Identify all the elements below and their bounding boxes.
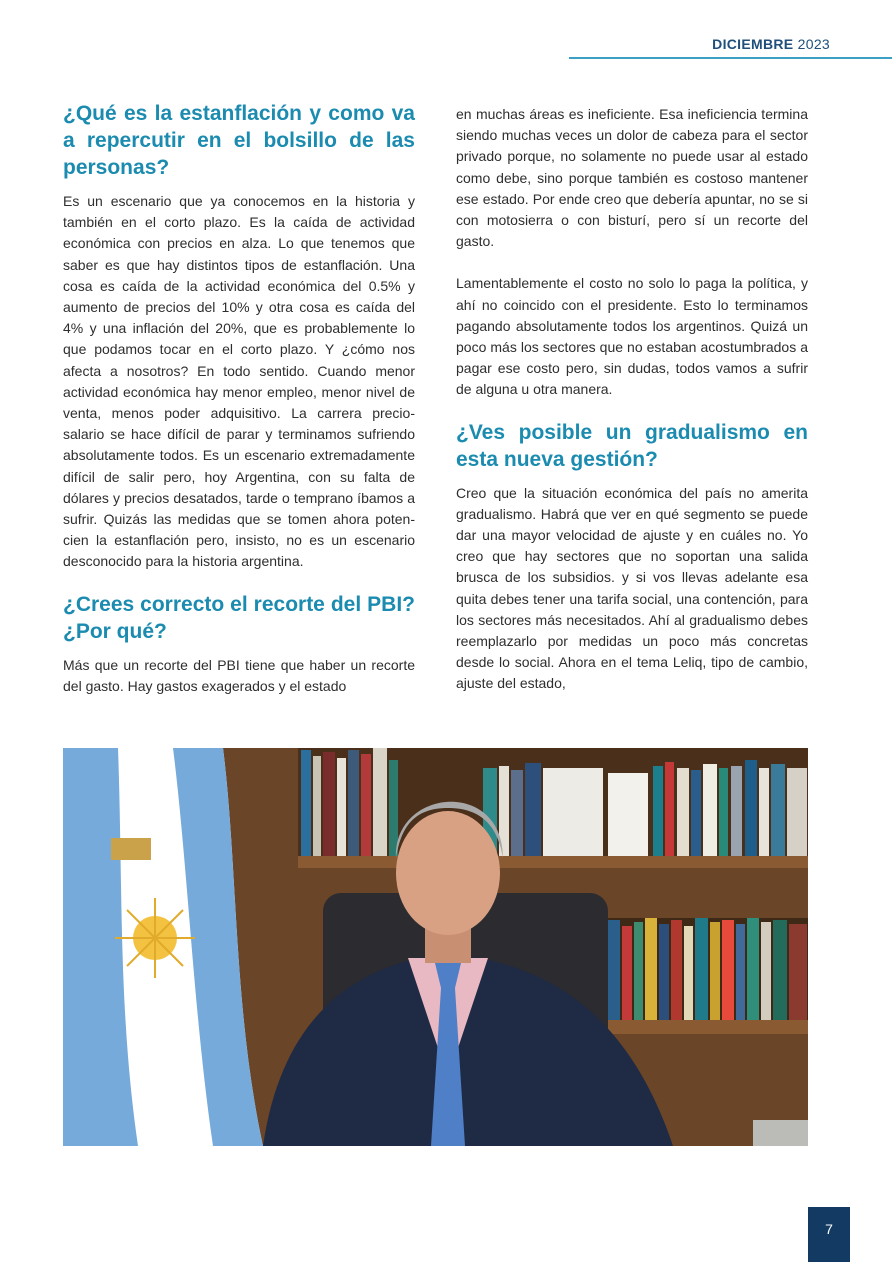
page-number: 7: [825, 1221, 833, 1237]
header-divider: [569, 57, 892, 59]
question-1-heading: ¿Qué es la estanflación y como va a repercutir en el bolsillo de las personas?: [63, 102, 415, 179]
right-column: [456, 104, 808, 695]
question-2-answer-continued: en muchas áreas es ineficiente. Esa ineficiencia termina siendo muchas veces un dolor de cabeza para el sector privado porque, no solamente no puede usar al estado como debe, sino porque también es costoso mantener ese estado. Por ende creo que debería apuntar, no se si con motosierra o con bisturí, pero sí un recorte del gasto.: [456, 106, 808, 250]
photo-illustration: [63, 748, 808, 1146]
left-column: [63, 100, 415, 697]
question-2-heading: ¿Crees correcto el recorte del PBI? ¿Por qué?: [63, 592, 415, 643]
issue-date: [712, 36, 830, 52]
interview-photo: [63, 748, 808, 1146]
issue-year: 2023: [797, 36, 830, 52]
question-2-answer-paragraph-2: Lamentablemente el costo no solo lo paga la política, y ahí no coincido con el presidente. Esto lo terminamos pagando absolutamente todos los argentinos. Quizá un poco más los sectores que no estaban acostumbrados a pagar ese costo pero, sin dudas, todos vamos a sufrir de alguna u otra manera.: [456, 275, 808, 398]
question-1-answer: Es un escenario que ya conocemos en la historia y también en el corto plazo. Es la caída de actividad económica con precios en alza. Lo que tenemos que saber es que hay distintos tipos de estanflación. Una cosa es caída de la actividad económica del 0.5% y aumento de precios del 10% y otra cosa es caída del 4% y una inflación del 20%, que es probablemente lo que podamos tocar en el corto plazo. Y ¿cómo nos afecta a nosotros? En todo sentido. Cuando menor actividad económica hay menor empleo, menor nivel de venta, menos poder adquisitivo. La carrera precio-salario se hace difícil de parar y terminamos sufriendo absolutamente todos. Es un escenario extremadamente difícil de salir pero, hoy Argentina, con su falta de dólares y precios desatados, tarde o temprano íbamos a sufrir. Quizás las medidas que se tomen ahora potencien la estanflación pero, insisto, no es un escenario desconocido para la historia argentina.: [63, 193, 415, 570]
question-3-heading: ¿Ves posible un gradualismo en esta nueva gestión?: [456, 420, 808, 471]
question-2-answer-start: Más que un recorte del PBI tiene que haber un recorte del gasto. Hay gastos exagerados y el estado: [63, 656, 415, 694]
issue-month: DICIEMBRE: [712, 36, 794, 52]
question-3-answer: Creo que la situación económica del país no amerita gradualismo. Habrá que ver en qué segmento se puede dar una mayor velocidad de ajuste y en cuáles no. Yo creo que hay sectores que no soportan una salida brusca de los subsidios. y si vos llevas adelante esa quita debes tener una tarifa social, una contención, para los sectores más necesitados. Ahí al gradualismo debes reemplazarlo por medidas un poco más concretas desde lo social. Ahora en el tema Leliq, tipo de cambio, ajuste del estado,: [456, 484, 808, 692]
page-number-box: [808, 1207, 850, 1262]
